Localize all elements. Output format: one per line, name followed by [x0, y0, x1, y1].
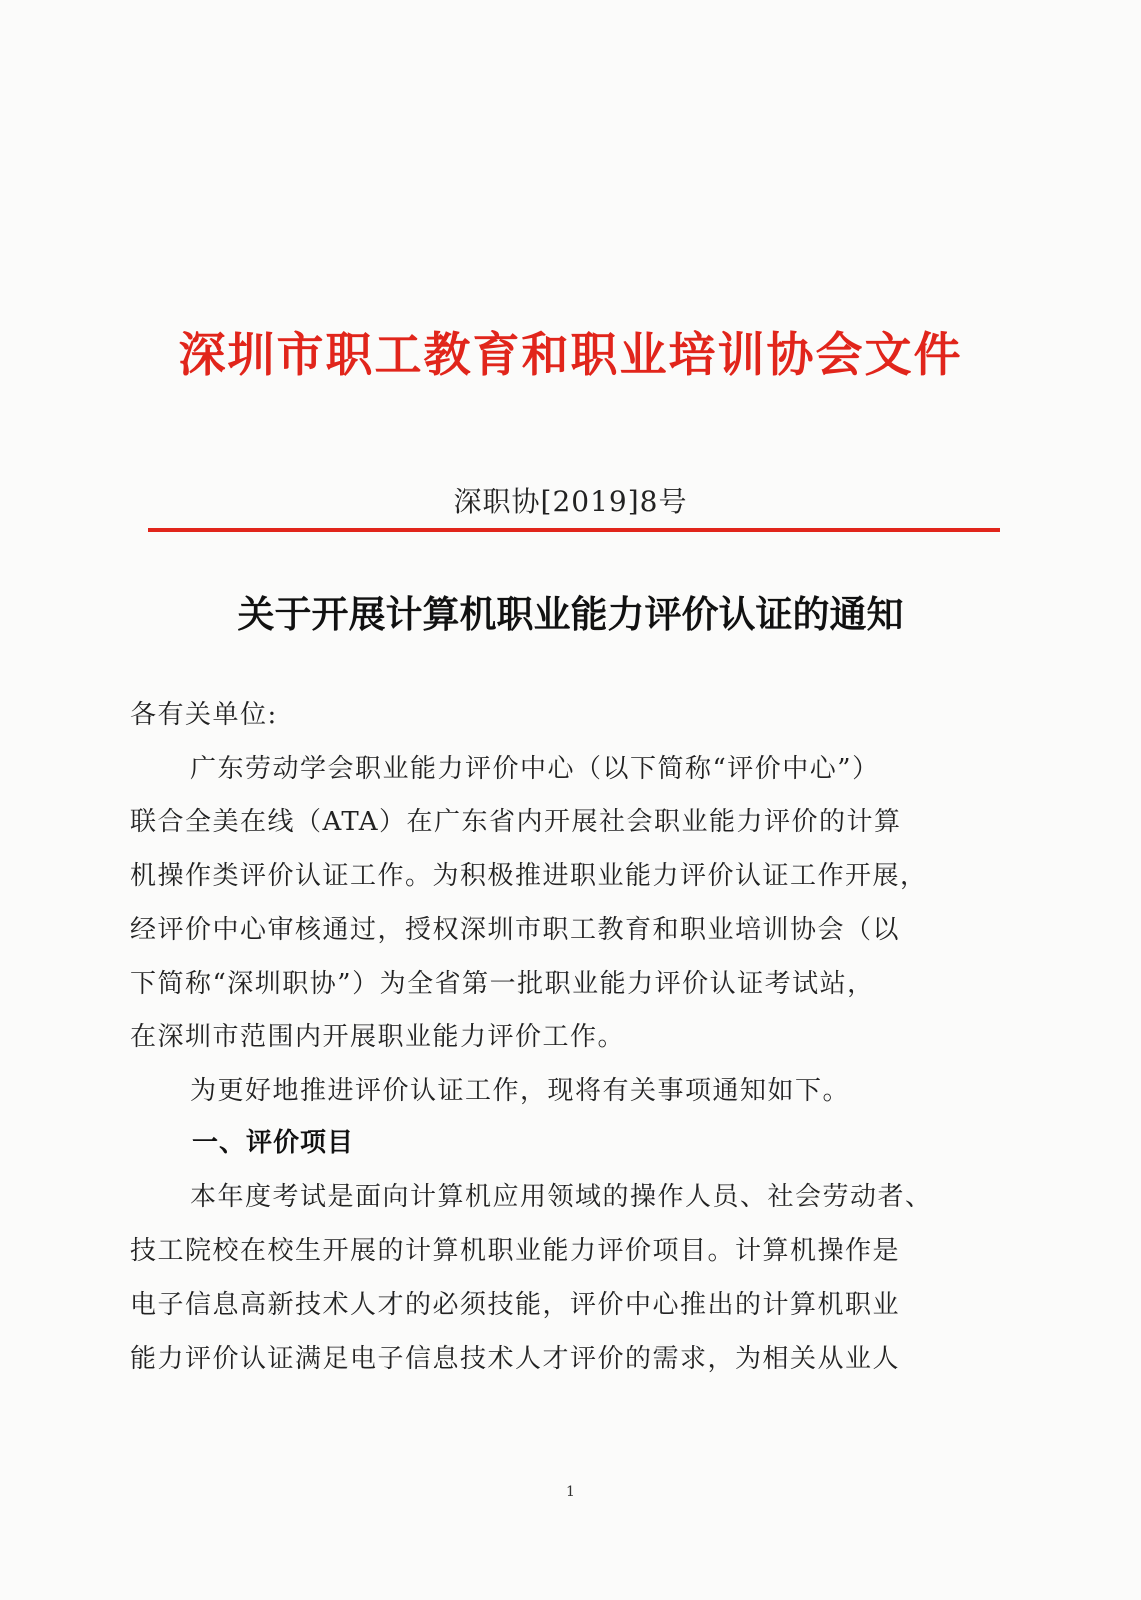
paragraph2: 为更好地推进评价认证工作，现将有关事项通知如下。	[190, 1076, 851, 1106]
notice-title: 关于开展计算机职业能力评价认证的通知	[237, 593, 904, 636]
red-divider-line	[148, 528, 1000, 532]
document-number: 深职协[2019]8号	[453, 485, 688, 518]
paragraph1-line1: 广东劳动学会职业能力评价中心（以下简称“评价中心”）	[190, 754, 880, 784]
paragraph1-line5: 下简称“深圳职协”）为全省第一批职业能力评价认证考试站，	[130, 969, 875, 999]
paragraph3-line4: 能力评价认证满足电子信息技术人才评价的需求，为相关从业人	[130, 1344, 901, 1374]
page-number: 1	[566, 1484, 575, 1500]
paragraph1-line4: 经评价中心审核通过，授权深圳市职工教育和职业培训协会（以	[130, 915, 901, 945]
paragraph1-line6: 在深圳市范围内开展职业能力评价工作。	[130, 1022, 626, 1052]
paragraph3-line3: 电子信息高新技术人才的必须技能，评价中心推出的计算机职业	[130, 1290, 901, 1320]
paragraph1-line3: 机操作类评价认证工作。为积极推进职业能力评价认证工作开展，	[130, 861, 928, 891]
paragraph1-line2: 联合全美在线（ATA）在广东省内开展社会职业能力评价的计算	[130, 807, 902, 837]
paragraph3-line1: 本年度考试是面向计算机应用领域的操作人员、社会劳动者、	[190, 1182, 933, 1212]
paragraph3-line2: 技工院校在校生开展的计算机职业能力评价项目。计算机操作是	[130, 1236, 901, 1266]
section1-heading: 一、评价项目	[192, 1128, 355, 1158]
salutation: 各有关单位:	[130, 700, 278, 730]
org-header-title: 深圳市职工教育和职业培训协会文件	[178, 328, 963, 383]
